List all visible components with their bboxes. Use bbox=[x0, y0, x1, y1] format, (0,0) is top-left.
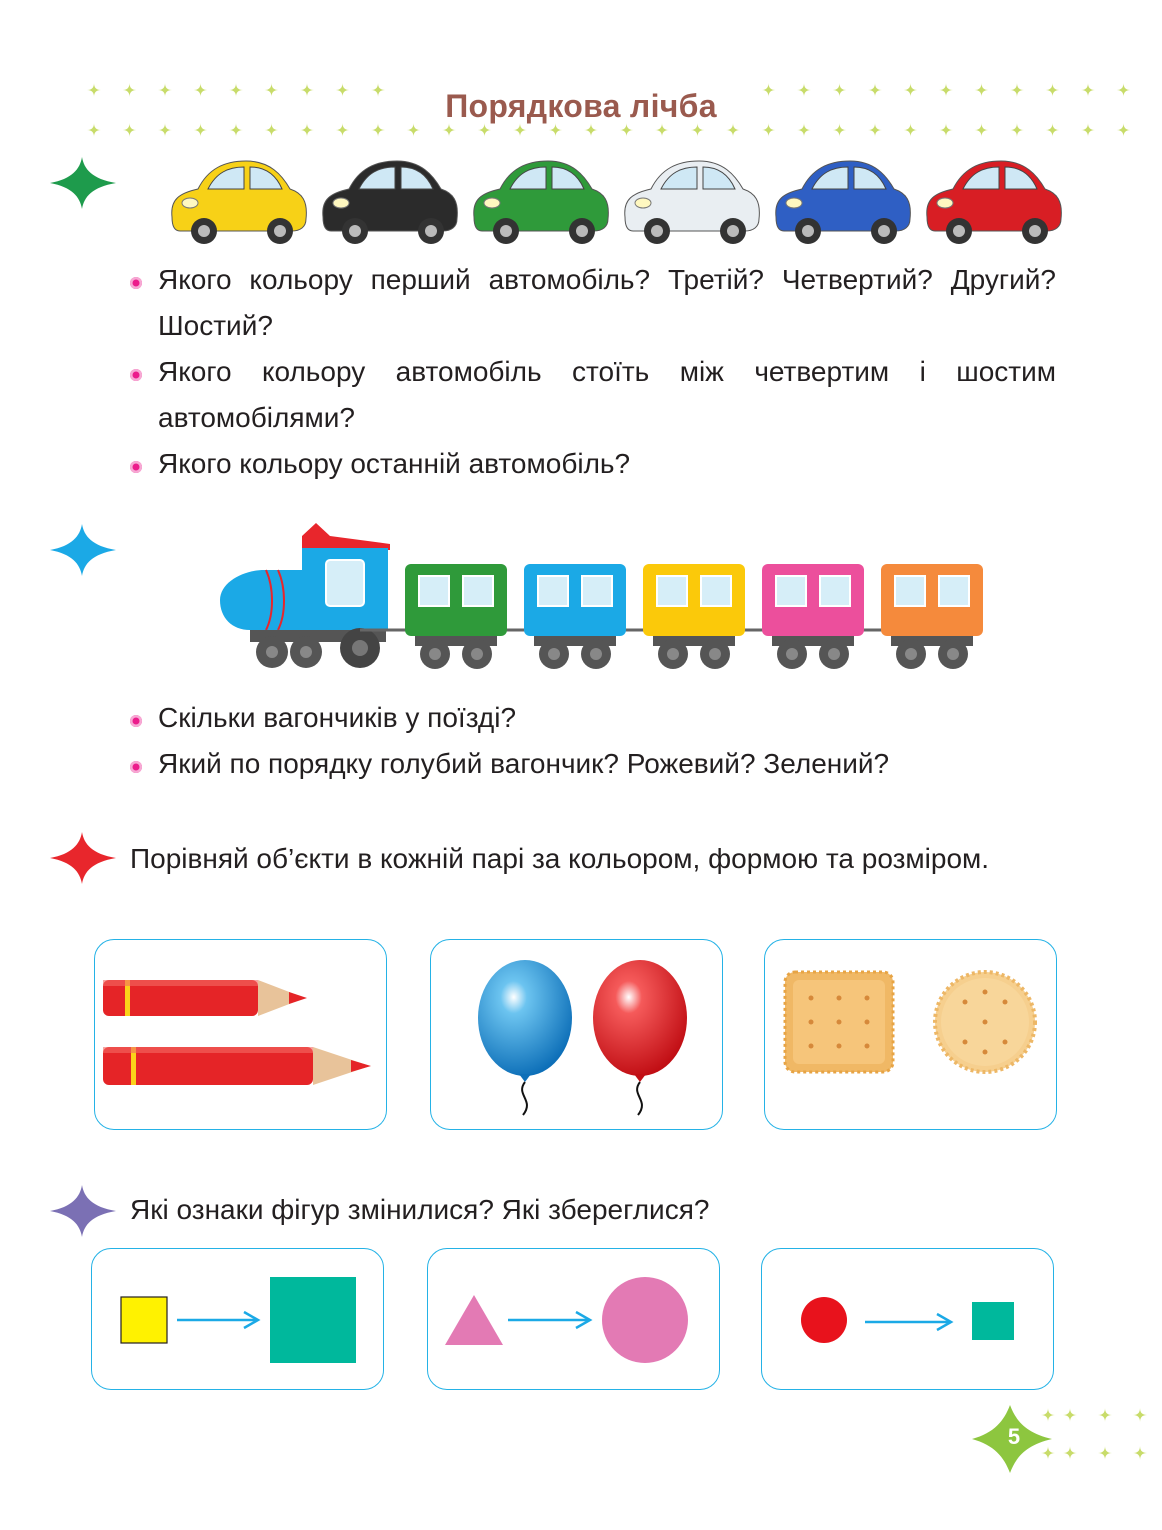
shape-change-card-3 bbox=[761, 1248, 1054, 1390]
question-4: Скільки вагончиків у поїзді? bbox=[130, 695, 1056, 741]
question-2: Якого кольору автомобіль стоїть між четвертим і шостим автомобілями? bbox=[130, 349, 1056, 441]
car-yellow bbox=[172, 161, 307, 244]
long-pencil bbox=[103, 1047, 371, 1085]
train-illustration bbox=[210, 518, 1000, 678]
section4-star-marker-icon bbox=[46, 1183, 118, 1239]
balloons-card bbox=[430, 939, 723, 1130]
small-red-circle bbox=[801, 1297, 847, 1343]
wagon-pink bbox=[762, 564, 864, 669]
locomotive bbox=[220, 523, 390, 668]
top-sparkle-decoration bbox=[0, 0, 1162, 150]
page-number: 5 bbox=[1007, 1424, 1021, 1449]
section3-star-marker-icon bbox=[46, 830, 118, 886]
shape-change-card-2 bbox=[427, 1248, 720, 1390]
section1-questions bbox=[130, 257, 1056, 487]
car-white bbox=[625, 161, 760, 244]
section3-task: Порівняй об’єкти в кожній парі за кольором, формою та розміром. bbox=[130, 843, 990, 874]
page-title: Порядкова лічба bbox=[445, 88, 717, 124]
car-blue bbox=[776, 161, 911, 244]
short-pencil bbox=[103, 980, 307, 1016]
blue-balloon bbox=[478, 960, 572, 1115]
small-pink-triangle bbox=[445, 1295, 503, 1345]
wagon-light-blue bbox=[524, 564, 626, 669]
red-balloon bbox=[593, 960, 687, 1115]
crackers-card bbox=[764, 939, 1057, 1130]
arrow-icon bbox=[508, 1312, 590, 1328]
pencils-card bbox=[94, 939, 387, 1130]
bottom-sparkle-decoration bbox=[960, 1395, 1162, 1495]
arrow-icon bbox=[865, 1314, 951, 1330]
question-3: Якого кольору останній автомобіль? bbox=[130, 441, 1056, 487]
question-1: Якого кольору перший автомобіль? Третій? Четвертий? Другий? Шостий? bbox=[130, 257, 1056, 349]
large-pink-circle bbox=[602, 1277, 688, 1363]
wagon-green bbox=[405, 564, 507, 669]
car-red bbox=[927, 161, 1062, 244]
cars-row bbox=[160, 155, 1070, 250]
question-5: Який по порядку голубий вагончик? Рожевий? Зелений? bbox=[130, 741, 1056, 787]
arrow-icon bbox=[177, 1312, 258, 1328]
car-black bbox=[323, 161, 458, 244]
car-green bbox=[474, 161, 609, 244]
section4-task: Які ознаки фігур змінилися? Які збереглися? bbox=[130, 1194, 710, 1225]
small-yellow-square bbox=[121, 1297, 167, 1343]
wagon-orange bbox=[881, 564, 983, 669]
wagon-yellow bbox=[643, 564, 745, 669]
section2-questions bbox=[130, 695, 1056, 787]
small-teal-square bbox=[972, 1302, 1014, 1340]
section2-star-marker-icon bbox=[46, 522, 118, 578]
large-teal-square bbox=[270, 1277, 356, 1363]
shape-change-card-1 bbox=[91, 1248, 384, 1390]
section1-star-marker-icon bbox=[46, 155, 118, 211]
